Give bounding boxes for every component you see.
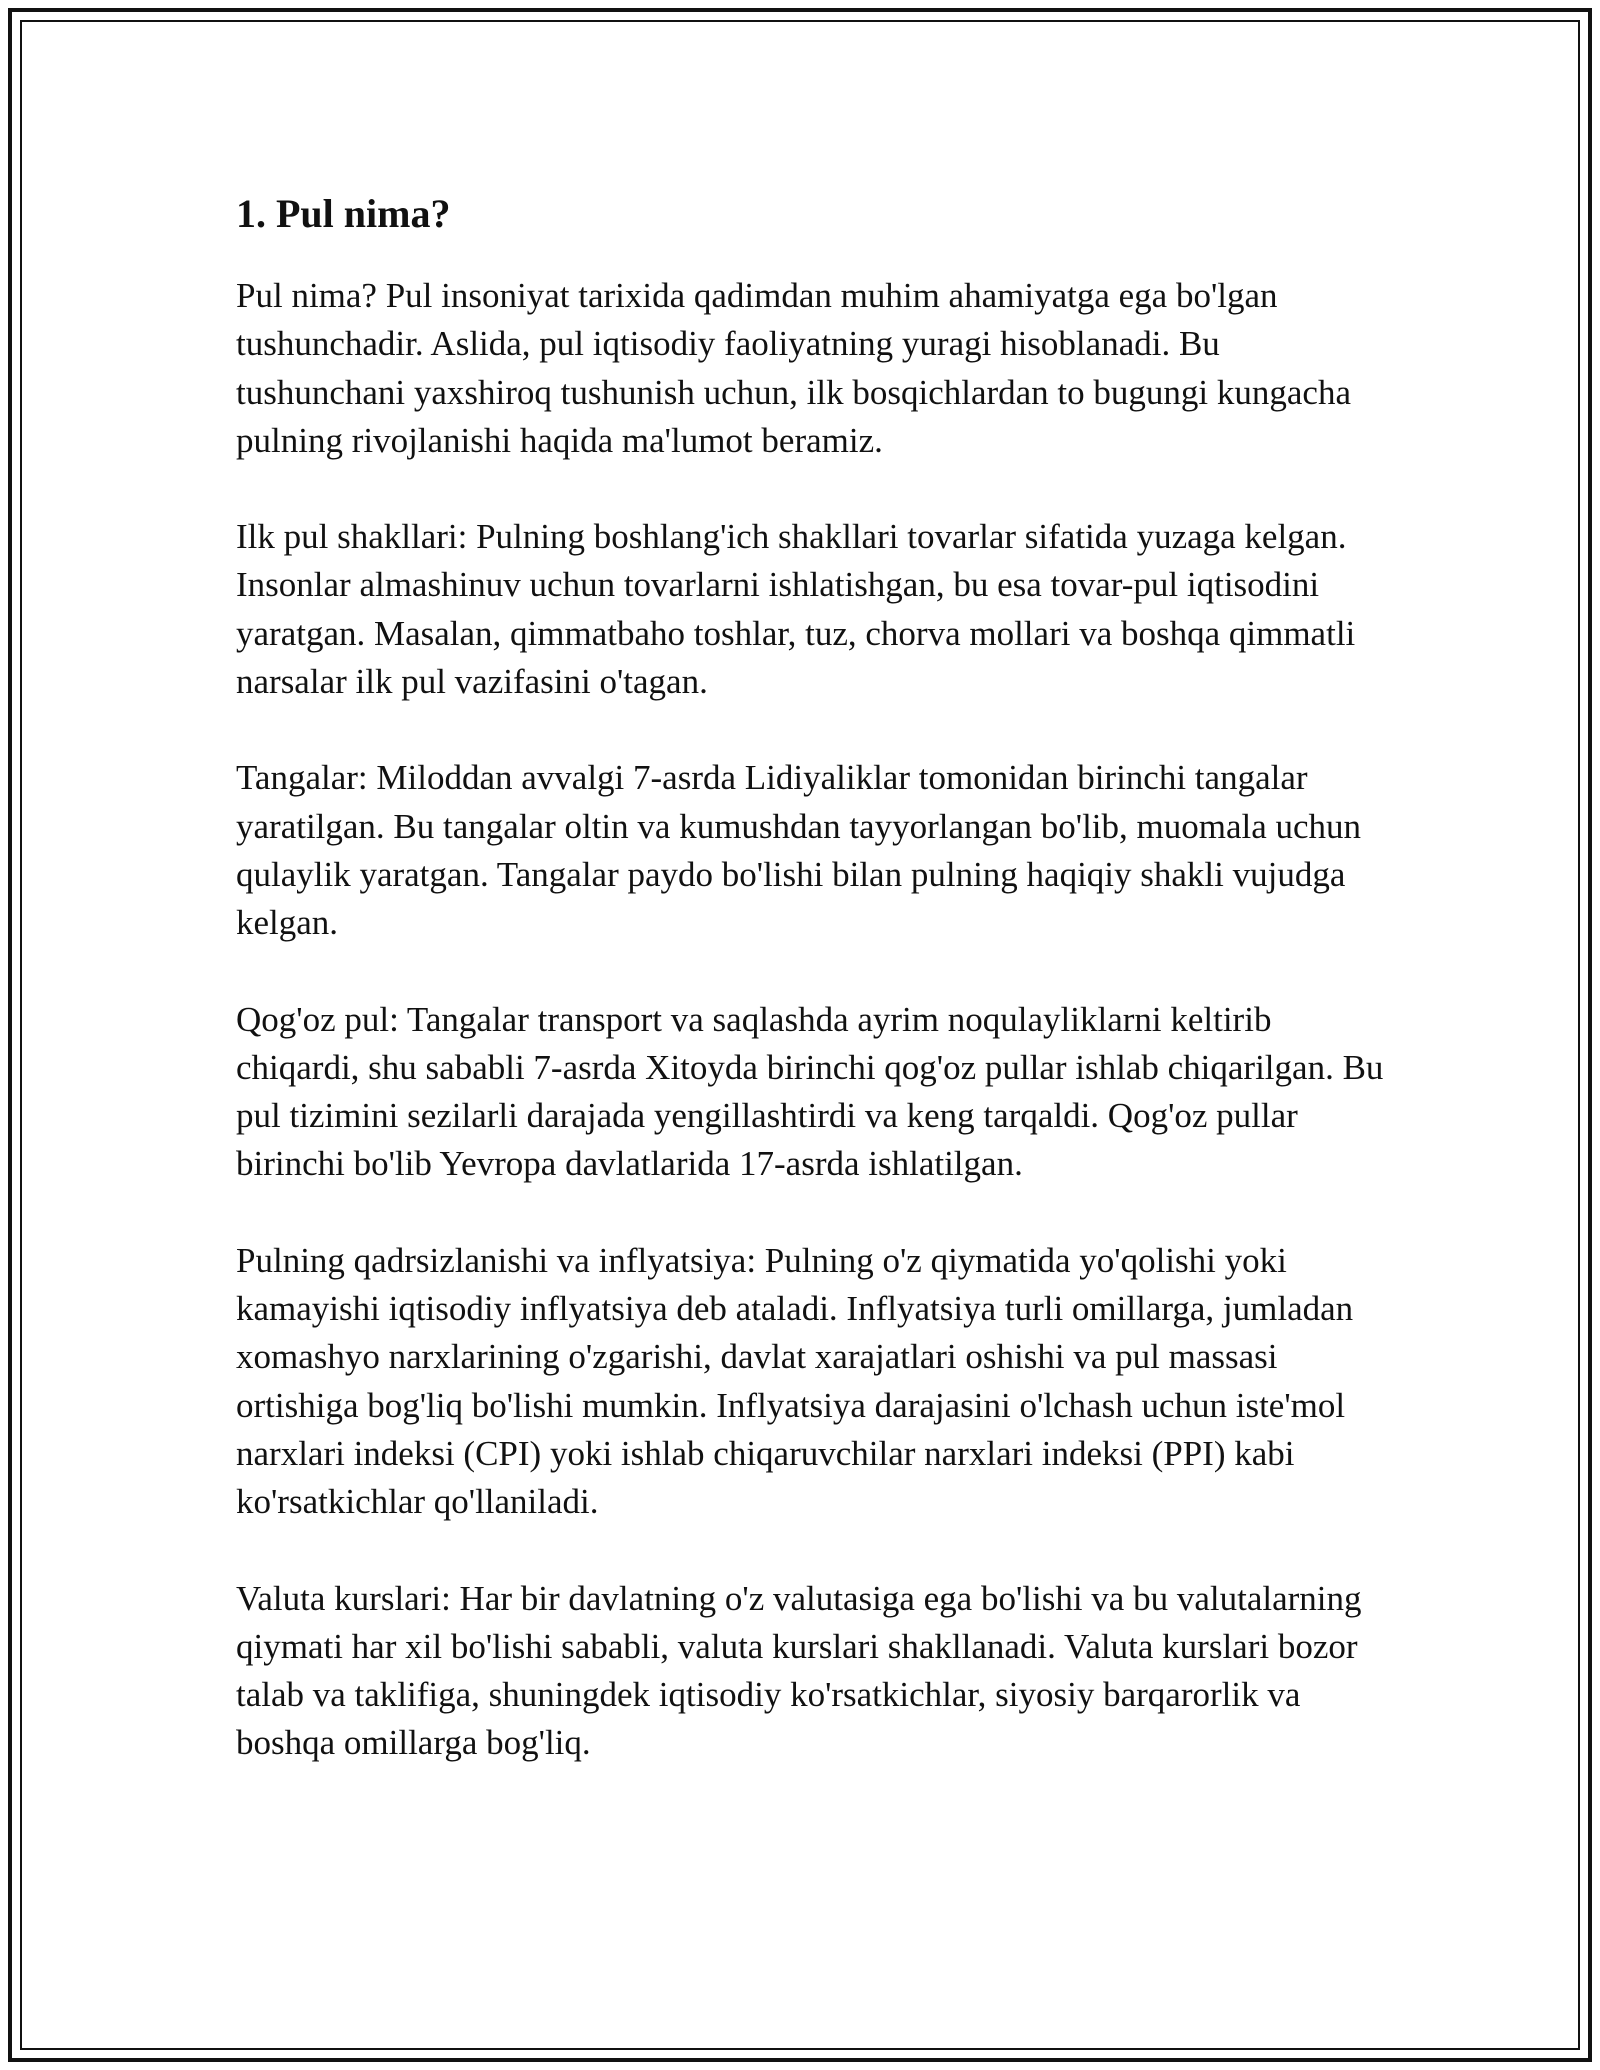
paragraph-exchange-rates: Valuta kurslari: Har bir davlatning o'z valutasiga ega bo'lishi va bu valutalarning qiymati har xil bo'lishi sababli, valuta kurslari shakllanadi. Valuta kurslari bozor talab va taklifiga, shuningdek iqtisodiy ko'rsatkichlar, siyosiy barqarorlik va boshqa omillarga bog'liq. bbox=[236, 1578, 1362, 1763]
paragraph-intro: Pul nima? Pul insoniyat tarixida qadimdan muhim ahamiyatga ega bo'lgan tushunchadir. Aslida, pul iqtisodiy faoliyatning yuragi hisoblanadi. Bu tushunchani yaxshiroq tushunish uchun, ilk bosqichlardan to bugungi kungacha pulning rivojlanishi haqida ma'lumot beramiz. bbox=[236, 276, 1351, 460]
paragraph-early-money: Ilk pul shakllari: Pulning boshlang'ich shakllari tovarlar sifatida yuzaga kelgan. Insonlar almashinuv uchun tovarlarni ishlatishgan, bu esa tovar-pul iqtisodini yaratgan. Masalan, qimmatbaho toshlar, tuz, chorva mollari va boshqa qimmatli narsalar ilk pul vazifasini o'tagan. bbox=[236, 517, 1356, 702]
paragraph-coins: Tangalar: Miloddan avvalgi 7-asrda Lidiyaliklar tomonidan birinchi tangalar yaratilgan. Bu tangalar oltin va kumushdan tayyorlangan bo'lib, muomala uchun qulaylik yaratgan. Tangalar paydo bo'lishi bilan pulning haqiqiy shakli vujudga kelgan. bbox=[236, 758, 1362, 943]
paragraph-paper-money: Qog'oz pul: Tangalar transport va saqlashda ayrim noqulayliklarni keltirib chiqardi, shu sababli 7-asrda Xitoyda birinchi qog'oz pullar ishlab chiqarilgan. Bu pul tizimini sezilarli darajada yengillashtirdi va keng tarqaldi. Qog'oz pullar birinchi bo'lib Yevropa davlatlarida 17-asrda ishlatilgan. bbox=[236, 999, 1384, 1184]
section-heading: 1. Pul nima? bbox=[236, 191, 451, 236]
document-body bbox=[236, 190, 1386, 1816]
paragraph-inflation: Pulning qadrsizlanishi va inflyatsiya: Pulning o'z qiymatida yo'qolishi yoki kamayishi iqtisodiy inflyatsiya deb ataladi. Inflyatsiya turli omillarga, jumladan xomashyo narxlarining o'zgarishi, davlat xarajatlari oshishi va pul massasi ortishiga bog'liq bo'lishi mumkin. Inflyatsiya darajasini o'lchash uchun iste'mol narxlari indeksi (CPI) yoki ishlab chiqaruvchilar narxlari indeksi (PPI) kabi ko'rsatkichlar qo'llaniladi. bbox=[236, 1240, 1354, 1522]
